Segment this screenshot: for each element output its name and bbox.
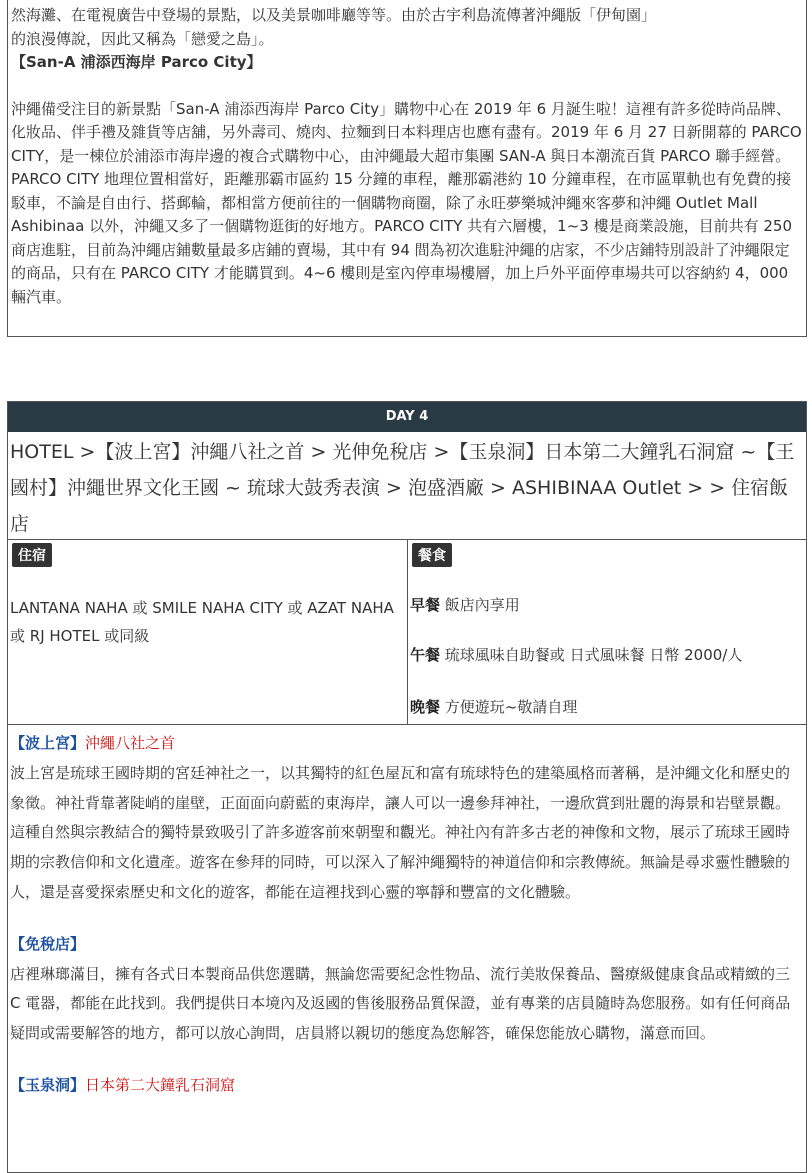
attraction-heading <box>10 930 804 960</box>
breakfast-label: 早餐 <box>410 596 441 614</box>
dinner-label: 晚餐 <box>410 698 441 716</box>
attraction-body: 店裡琳瑯滿目，擁有各式日本製商品供您選購，無論您需要紀念性物品、流行美妝保養品、醫療級健康食品或精緻的三 C 電器，都能在此找到。我們提供日本境內及返國的售後服務品質保證，並有專業的店員隨時為您服務。如有任何商品疑問或需要解答的地方，都可以放心詢問，店員將以親切的態度為您解答，確保您能放心購物，滿意而回。 <box>10 964 791 1043</box>
route-summary: HOTEL >【波上宮】沖繩八社之首 > 光伸免稅店 >【玉泉洞】日本第二大鐘乳石洞窟 ~【王國村】沖繩世界文化王國 ~ 琉球大鼓秀表演 > 泡盛酒廠 > ASHIBINAA Outlet > > 住宿飯店 <box>8 432 806 540</box>
attraction-title: 【免稅店】 <box>10 934 86 953</box>
text-line: 然海灘、在電視廣告中登場的景點，以及美景咖啡廳等等。由於古宇利島流傳著沖繩版「伊甸園」 <box>11 6 657 24</box>
lunch-row <box>410 644 742 665</box>
attraction-title: 【波上宮】 <box>10 734 86 752</box>
meals-column <box>408 540 806 724</box>
attraction-subtitle: 日本第二大鐘乳石洞窟 <box>85 1075 236 1094</box>
section-heading: 【San-A 浦添西海岸 Parco City】 <box>11 53 262 71</box>
lunch-label: 午餐 <box>410 646 441 664</box>
dinner-row <box>410 696 577 717</box>
breakfast-value: 飯店內享用 <box>444 596 520 614</box>
text-line: 的浪漫傳說，因此又稱為「戀愛之島」。 <box>11 29 274 48</box>
lunch-value: 琉球風味自助餐或 日式風味餐 日幣 2000/人 <box>444 646 743 664</box>
attraction-body: 波上宮是琉球王國時期的宮廷神社之一，以其獨特的紅色屋瓦和富有琉球特色的建築風格而著稱，是沖繩文化和歷史的象徵。神社背靠著陡峭的崖壁，正面面向蔚藍的東海岸，讓人可以一邊參拜神社，一邊欣賞到壯麗的海景和岩壁景觀。這種自然與宗教結合的獨特景致吸引了許多遊客前來朝聖和觀光。神社內有許多古老的神像和文物，展示了琉球王國時期的宗教信仰和文化遺產。遊客在參拜的同時，可以深入了解沖繩獨特的神道信仰和宗教傳統。無論是尋求靈性體驗的人，還是喜愛探索歷史和文化的遊客，都能在這裡找到心靈的寧靜和豐富的文化體驗。 <box>10 763 791 901</box>
previous-day-content <box>7 0 807 337</box>
attraction-subtitle: 沖繩八社之首 <box>85 734 176 752</box>
attraction-descriptions <box>8 725 806 1101</box>
hotel-list: LANTANA NAHA 或 SMILE NAHA CITY 或 AZAT NAHA 或 RJ HOTEL 或同級 <box>10 599 394 645</box>
attraction-title: 【玉泉洞】 <box>10 1075 86 1094</box>
breakfast-row <box>410 594 520 615</box>
day-4-itinerary <box>7 401 807 1173</box>
dinner-value: 方便遊玩~敬請自理 <box>444 698 578 716</box>
attraction-heading <box>10 729 804 759</box>
lodging-column <box>8 540 408 724</box>
day-label: DAY 4 <box>8 402 806 432</box>
meals-tag: 餐食 <box>412 543 452 567</box>
lodging-meals-grid <box>8 540 806 725</box>
lodging-tag: 住宿 <box>12 543 52 567</box>
description-paragraph: 沖繩備受注目的新景點「San-A 浦添西海岸 Parco City」購物中心在 2019 年 6 月誕生啦！這裡有許多從時尚品牌、化妝品、伴手禮及雜貨等店舖，另外壽司、燒肉、拉麵到日本料理店也應有盡有。2019 年 6 月 27 日新開幕的 PARCO CITY，是一棟位於浦添市海岸邊的複合式購物中心，由沖繩最大超市集團 SAN-A 與日本潮流百貨 PARCO 聯手經營。PARCO CITY 地理位置相當好，距離那霸市區約 15 分鐘的車程，離那霸港約 10 分鐘車程，在市區單軌也有免費的接駁車，不論是自由行、搭郵輪，都相當方便前往的一個購物商圈，除了永旺夢樂城沖繩來客夢和沖繩 Outlet Mall Ashibinaa 以外，沖繩又多了一個購物逛街的好地方。PARCO CITY 共有六層樓，1~3 樓是商業設施，目前共有 250 商店進駐，目前為沖繩店鋪數量最多店鋪的賣場，其中有 94 間為初次進駐沖繩的店家，不少店鋪特別設計了沖繩限定的商品，只有在 PARCO CITY 才能購買到。4~6 樓則是室內停車場樓層，加上戶外平面停車場共可以容納約 4，000 輛汽車。 <box>11 99 802 306</box>
attraction-heading <box>10 1071 804 1101</box>
